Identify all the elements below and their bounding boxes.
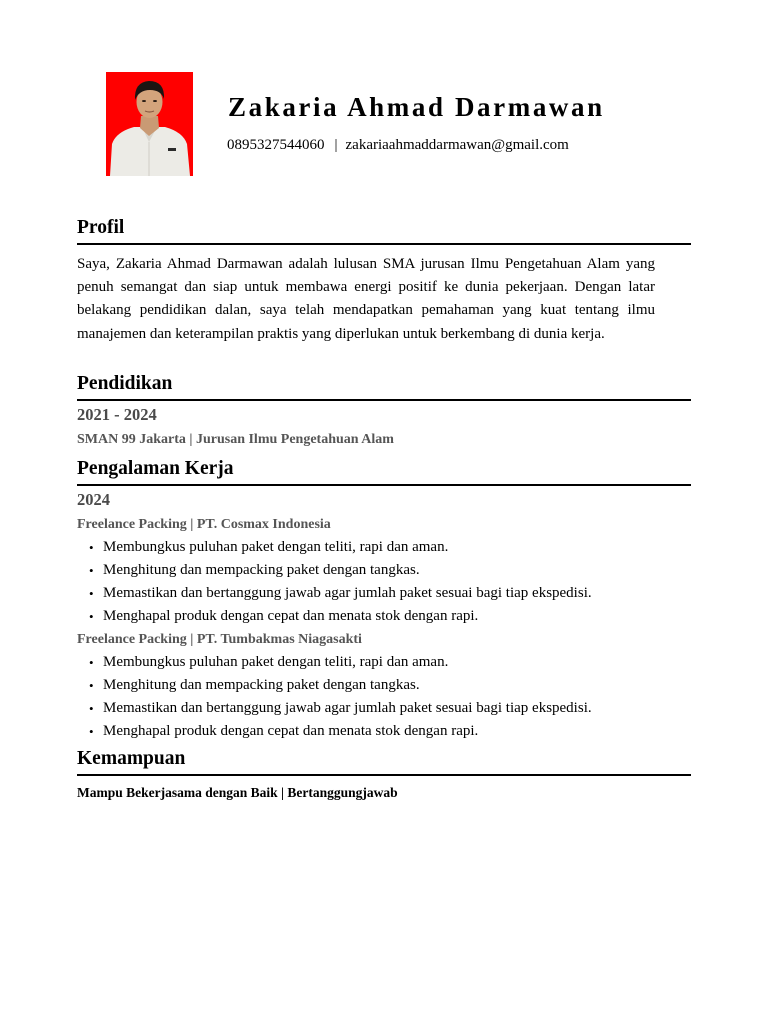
education-period: 2021 - 2024 <box>77 405 157 424</box>
bullet-icon: • <box>89 678 94 693</box>
section-title-education: Pendidikan <box>77 372 691 401</box>
contact-line <box>227 137 569 154</box>
candidate-name: Zakaria Ahmad Darmawan <box>228 92 605 122</box>
list-item: • Memastikan dan bertanggung jawab agar jumlah paket sesuai bagi tiap ekspedisi. <box>77 697 592 720</box>
section-title-profile: Profil <box>77 216 691 245</box>
list-item: • Memastikan dan bertanggung jawab agar jumlah paket sesuai bagi tiap ekspedisi. <box>77 582 592 605</box>
job-title: Freelance Packing | PT. Tumbakmas Niagasakti <box>77 632 362 647</box>
bullet-icon: • <box>89 701 94 716</box>
job-duties-list <box>77 651 592 743</box>
section-title-experience: Pengalaman Kerja <box>77 457 691 486</box>
list-item: • Menghitung dan mempacking paket dengan tangkas. <box>77 674 592 697</box>
contact-separator: | <box>334 137 338 153</box>
phone-number[interactable]: 0895327544060 <box>227 137 325 153</box>
list-item: • Membungkus puluhan paket dengan teliti, rapi dan aman. <box>77 536 592 559</box>
person-portrait-icon <box>106 72 193 176</box>
profile-photo <box>106 72 193 176</box>
bullet-icon: • <box>89 563 94 578</box>
bullet-icon: • <box>89 540 94 555</box>
skills-list: Mampu Bekerjasama dengan Baik | Bertanggungjawab <box>77 785 398 800</box>
list-item: • Membungkus puluhan paket dengan teliti, rapi dan aman. <box>77 651 592 674</box>
job-title: Freelance Packing | PT. Cosmax Indonesia <box>77 517 331 532</box>
bullet-icon: • <box>89 655 94 670</box>
bullet-icon: • <box>89 586 94 601</box>
list-item: • Menghapal produk dengan cepat dan menata stok dengan rapi. <box>77 720 592 743</box>
list-item: • Menghapal produk dengan cepat dan menata stok dengan rapi. <box>77 605 592 628</box>
section-title-skills: Kemampuan <box>77 747 691 776</box>
bullet-icon: • <box>89 724 94 739</box>
education-school: SMAN 99 Jakarta | Jurusan Ilmu Pengetahuan Alam <box>77 432 394 447</box>
bullet-icon: • <box>89 609 94 624</box>
email-address[interactable]: zakariaahmaddarmawan@gmail.com <box>345 137 569 153</box>
profile-paragraph: Saya, Zakaria Ahmad Darmawan adalah lulusan SMA jurusan Ilmu Pengetahuan Alam yang penuh semangat dan siap untuk membawa energi positif ke dunia pekerjaan. Dengan latar belakang pendidikan dalan, saya telah mendapatkan pemahaman yang kuat tentang ilmu manajemen dan keterampilan praktis yang diperlukan untuk berkembang di dunia kerja. <box>77 256 655 342</box>
job-duties-list <box>77 536 592 628</box>
experience-year: 2024 <box>77 490 110 509</box>
list-item: • Menghitung dan mempacking paket dengan tangkas. <box>77 559 592 582</box>
